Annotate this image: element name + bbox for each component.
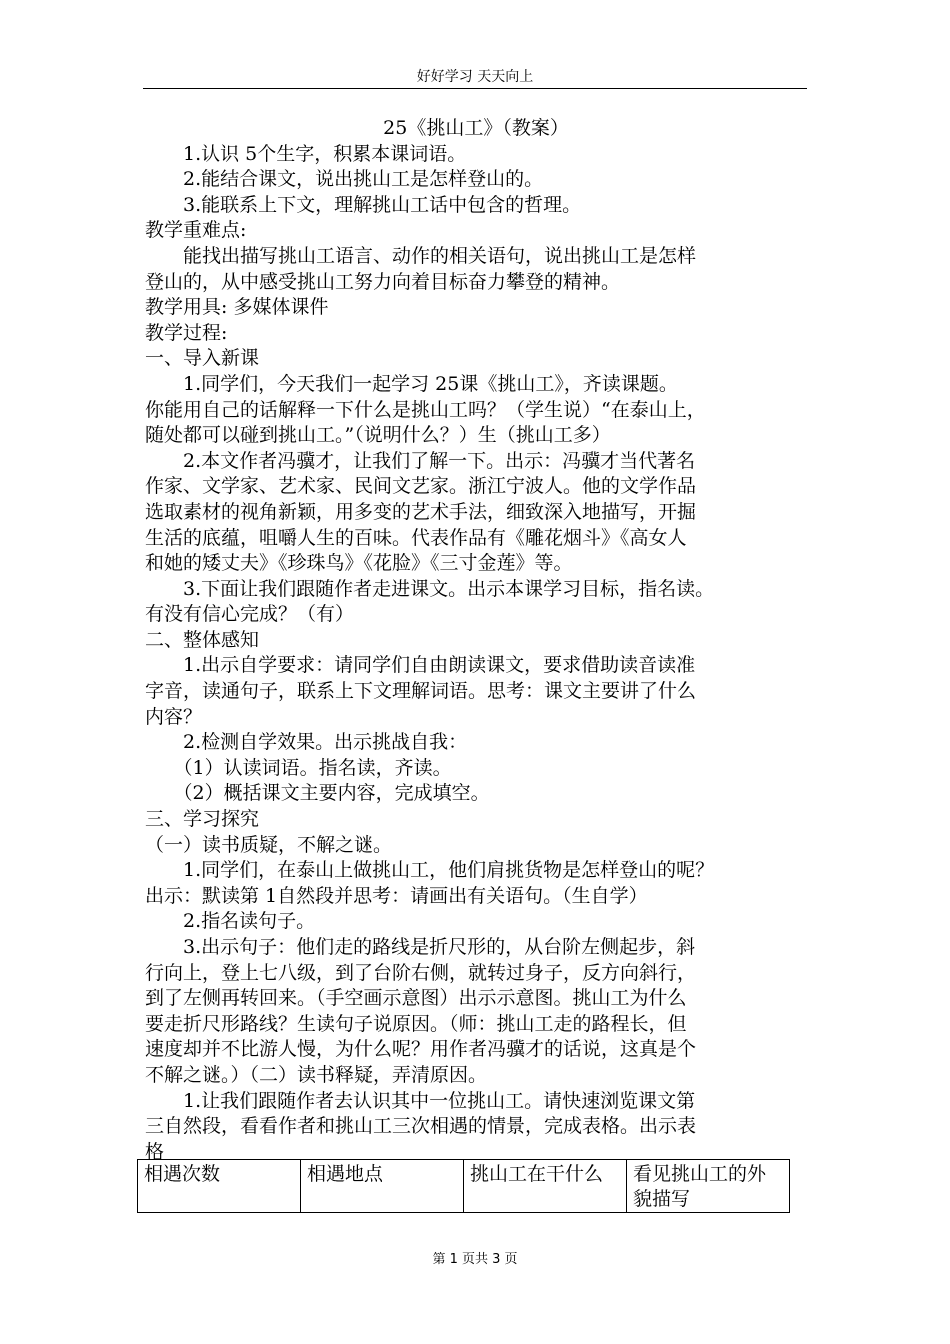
table-header-count: 相遇次数 [138, 1160, 301, 1213]
text-line: 3.能联系上下文，理解挑山工话中包含的哲理。 [145, 193, 582, 216]
text-line: 和她的矮丈夫》《珍珠鸟》《花脸》《三寸金莲》等。 [145, 552, 573, 575]
text-line: 到了左侧再转回来。（手空画示意图）出示示意图。挑山工为什么 [145, 987, 687, 1010]
text-line: 随处都可以碰到挑山工。”（说明什么？）生（挑山工多） [145, 424, 611, 447]
table-header-appearance: 看见挑山工的外貌描写 [627, 1160, 790, 1213]
text-line: 2.指名读句子。 [145, 910, 316, 933]
text-line: 三自然段，看看作者和挑山工三次相遇的情景，完成表格。出示表 [145, 1115, 697, 1138]
text-line: （一）读书质疑，不解之谜。 [145, 833, 393, 856]
table-header-row [138, 1160, 790, 1213]
text-line: 2.能结合课文，说出挑山工是怎样登山的。 [145, 168, 544, 191]
text-line: 一、导入新课 [145, 347, 260, 370]
text-line: 1.让我们跟随作者去认识其中一位挑山工。请快速浏览课文第 [145, 1089, 696, 1112]
text-line: 教学重难点: [145, 219, 247, 242]
page-footer: 第 1 页共 3 页 [432, 1252, 518, 1267]
text-line: 格 [145, 1140, 165, 1163]
text-line: （1）认读词语。指名读，齐读。 [145, 756, 452, 779]
text-line: 不解之谜。）（二）读书释疑，弄清原因。 [145, 1063, 488, 1086]
text-line: 速度却并不比游人慢，为什么呢？用作者冯骥才的话说，这真是个 [145, 1038, 697, 1061]
text-line: 选取素材的视角新颖，用多变的艺术手法，细致深入地描写，开掘 [145, 500, 697, 523]
text-line: 2.检测自学效果。出示挑战自我： [145, 731, 468, 754]
text-line: 1.同学们，在泰山上做挑山工，他们肩挑货物是怎样登山的呢？ [145, 859, 715, 882]
page-header: 好好学习 天天向上 [416, 69, 534, 85]
header-divider [143, 88, 807, 89]
text-line: 教学用具: 多媒体课件 [145, 296, 329, 319]
text-line: 出示：默读第 1自然段并思考：请画出有关语句。（生自学） [145, 884, 648, 907]
text-line: 字音，读通句子，联系上下文理解词语。思考：课文主要讲了什么 [145, 680, 697, 703]
text-line: 3.下面让我们跟随作者走进课文。出示本课学习目标，指名读。 [145, 577, 715, 600]
text-line: 有没有信心完成？（有） [145, 603, 355, 626]
lesson-text [145, 142, 807, 1166]
table-header-location: 相遇地点 [301, 1160, 464, 1213]
text-line: 二、整体感知 [145, 628, 260, 651]
text-line: 行向上，登上七八级，到了台阶右侧，就转过身子，反方向斜行， [145, 961, 697, 984]
text-line: 你能用自己的话解释一下什么是挑山工吗？（学生说）“在泰山上， [145, 398, 706, 421]
text-line: 能找出描写挑山工语言、动作的相关语句，说出挑山工是怎样 [145, 244, 697, 267]
text-line: 1.同学们，今天我们一起学习 25课《挑山工》，齐读课题。 [145, 372, 678, 395]
text-line: 内容？ [145, 705, 203, 728]
lesson-body [145, 116, 807, 1165]
text-line: 1.出示自学要求：请同学们自由朗读课文，要求借助读音读准 [145, 654, 696, 677]
text-line: 3.出示句子：他们走的路线是折尺形的，从台阶左侧起步，斜 [145, 936, 696, 958]
text-line: 作家、文学家、艺术家、民间文艺家。浙江宁波人。他的文学作品 [145, 475, 697, 498]
text-line: 三、学习探究 [145, 808, 260, 831]
text-line: （2）概括课文主要内容，完成填空。 [145, 782, 490, 805]
text-line: 要走折尺形路线？生读句子说原因。（师：挑山工走的路程长，但 [145, 1012, 687, 1035]
encounter-table [137, 1159, 790, 1213]
text-line: 教学过程: [145, 321, 228, 344]
text-line: 生活的底蕴，咀嚼人生的百味。代表作品有《雕花烟斗》《高女人 [145, 526, 687, 549]
text-line: 1.认识 5个生字，积累本课词语。 [145, 142, 467, 165]
table-header-activity: 挑山工在干什么 [464, 1160, 627, 1213]
lesson-title: 25《挑山工》（教案） [383, 117, 569, 139]
text-line: 登山的，从中感受挑山工努力向着目标奋力攀登的精神。 [145, 270, 621, 293]
text-line: 2.本文作者冯骥才，让我们了解一下。出示：冯骥才当代著名 [145, 449, 696, 472]
